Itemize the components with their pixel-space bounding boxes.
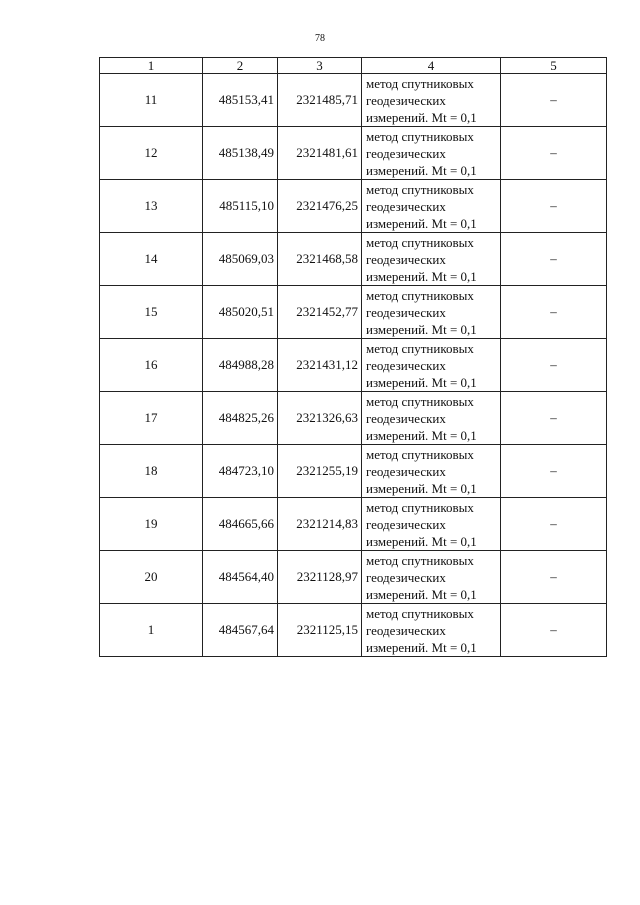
y-coordinate-cell: 2321125,15 — [278, 604, 362, 657]
method-line: метод спутниковых — [366, 287, 474, 303]
method-line: метод спутниковых — [366, 75, 474, 91]
method-line: измерений. Mt = 0,1 — [366, 639, 477, 655]
column-header-1: 1 — [100, 58, 203, 74]
column-header-3: 3 — [278, 58, 362, 74]
method-line: метод спутниковых — [366, 340, 474, 356]
table-row — [100, 551, 607, 604]
x-coordinate-cell: 485115,10 — [203, 180, 278, 233]
point-number-cell: 15 — [100, 286, 203, 339]
y-coordinate-cell: 2321452,77 — [278, 286, 362, 339]
x-coordinate-cell: 485153,41 — [203, 74, 278, 127]
table-row — [100, 339, 607, 392]
method-line: метод спутниковых — [366, 499, 474, 515]
table-row — [100, 127, 607, 180]
method-line: измерений. Mt = 0,1 — [366, 427, 477, 443]
y-coordinate-cell: 2321468,58 — [278, 233, 362, 286]
method-line: метод спутниковых — [366, 552, 474, 568]
table-row — [100, 392, 607, 445]
method-line: геодезических — [366, 304, 446, 320]
y-coordinate-cell: 2321481,61 — [278, 127, 362, 180]
x-coordinate-cell: 484988,28 — [203, 339, 278, 392]
method-line: метод спутниковых — [366, 605, 474, 621]
point-number-cell: 17 — [100, 392, 203, 445]
x-coordinate-cell: 484567,64 — [203, 604, 278, 657]
method-cell — [362, 551, 501, 604]
method-line: метод спутниковых — [366, 128, 474, 144]
method-line: метод спутниковых — [366, 181, 474, 197]
method-cell — [362, 74, 501, 127]
point-number-cell: 11 — [100, 74, 203, 127]
x-coordinate-cell: 484564,40 — [203, 551, 278, 604]
coordinates-table — [99, 57, 607, 657]
column-5-cell: – — [501, 604, 607, 657]
method-line: геодезических — [366, 516, 446, 532]
method-line: геодезических — [366, 622, 446, 638]
method-cell — [362, 392, 501, 445]
method-line: геодезических — [366, 410, 446, 426]
method-cell — [362, 180, 501, 233]
method-cell — [362, 498, 501, 551]
x-coordinate-cell: 485069,03 — [203, 233, 278, 286]
method-cell — [362, 604, 501, 657]
method-line: метод спутниковых — [366, 393, 474, 409]
column-5-cell: – — [501, 74, 607, 127]
table-row — [100, 286, 607, 339]
method-line: измерений. Mt = 0,1 — [366, 109, 477, 125]
point-number-cell: 20 — [100, 551, 203, 604]
table-row — [100, 233, 607, 286]
table-header-row — [100, 58, 607, 74]
column-5-cell: – — [501, 180, 607, 233]
column-5-cell: – — [501, 127, 607, 180]
method-line: геодезических — [366, 145, 446, 161]
y-coordinate-cell: 2321476,25 — [278, 180, 362, 233]
y-coordinate-cell: 2321431,12 — [278, 339, 362, 392]
column-5-cell: – — [501, 392, 607, 445]
method-line: геодезических — [366, 198, 446, 214]
column-header-4: 4 — [362, 58, 501, 74]
point-number-cell: 18 — [100, 445, 203, 498]
table-row — [100, 604, 607, 657]
point-number-cell: 13 — [100, 180, 203, 233]
method-cell — [362, 445, 501, 498]
method-cell — [362, 286, 501, 339]
x-coordinate-cell: 485138,49 — [203, 127, 278, 180]
table-row — [100, 498, 607, 551]
column-5-cell: – — [501, 286, 607, 339]
column-5-cell: – — [501, 445, 607, 498]
method-line: измерений. Mt = 0,1 — [366, 374, 477, 390]
method-line: измерений. Mt = 0,1 — [366, 215, 477, 231]
x-coordinate-cell: 484825,26 — [203, 392, 278, 445]
x-coordinate-cell: 484665,66 — [203, 498, 278, 551]
method-line: геодезических — [366, 463, 446, 479]
point-number-cell: 16 — [100, 339, 203, 392]
method-line: измерений. Mt = 0,1 — [366, 321, 477, 337]
method-line: геодезических — [366, 251, 446, 267]
y-coordinate-cell: 2321326,63 — [278, 392, 362, 445]
method-line: геодезических — [366, 357, 446, 373]
point-number-cell: 14 — [100, 233, 203, 286]
column-header-2: 2 — [203, 58, 278, 74]
method-line: измерений. Mt = 0,1 — [366, 533, 477, 549]
x-coordinate-cell: 485020,51 — [203, 286, 278, 339]
table-row — [100, 180, 607, 233]
point-number-cell: 12 — [100, 127, 203, 180]
column-5-cell: – — [501, 498, 607, 551]
point-number-cell: 19 — [100, 498, 203, 551]
method-line: измерений. Mt = 0,1 — [366, 268, 477, 284]
column-5-cell: – — [501, 233, 607, 286]
method-line: измерений. Mt = 0,1 — [366, 586, 477, 602]
column-header-5: 5 — [501, 58, 607, 74]
page-number: 78 — [315, 33, 325, 44]
y-coordinate-cell: 2321255,19 — [278, 445, 362, 498]
table-row — [100, 445, 607, 498]
column-5-cell: – — [501, 551, 607, 604]
point-number-cell: 1 — [100, 604, 203, 657]
method-cell — [362, 233, 501, 286]
method-line: геодезических — [366, 92, 446, 108]
method-line: метод спутниковых — [366, 446, 474, 462]
method-line: геодезических — [366, 569, 446, 585]
x-coordinate-cell: 484723,10 — [203, 445, 278, 498]
y-coordinate-cell: 2321214,83 — [278, 498, 362, 551]
method-cell — [362, 127, 501, 180]
method-line: измерений. Mt = 0,1 — [366, 480, 477, 496]
y-coordinate-cell: 2321485,71 — [278, 74, 362, 127]
y-coordinate-cell: 2321128,97 — [278, 551, 362, 604]
method-line: измерений. Mt = 0,1 — [366, 162, 477, 178]
method-line: метод спутниковых — [366, 234, 474, 250]
table-row — [100, 74, 607, 127]
method-cell — [362, 339, 501, 392]
column-5-cell: – — [501, 339, 607, 392]
